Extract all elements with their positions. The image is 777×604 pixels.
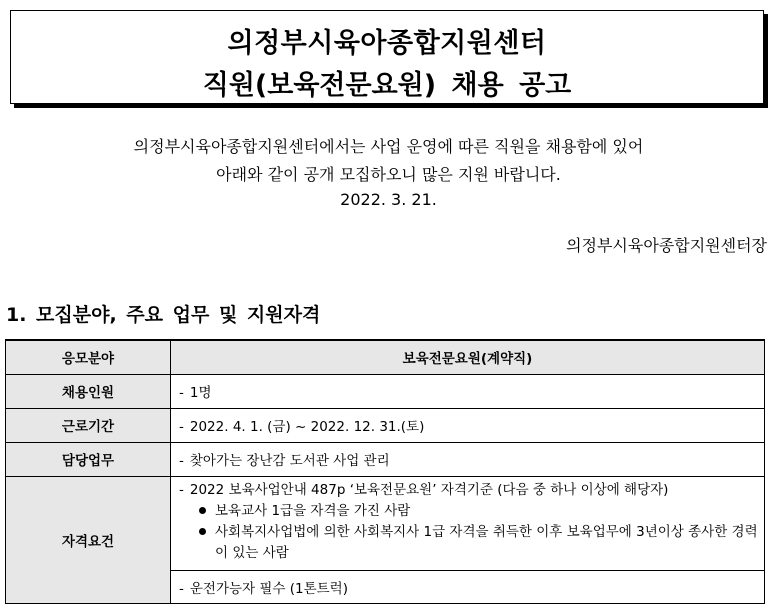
title-box bbox=[10, 10, 764, 104]
header-value: 보육전문요원(계약직) bbox=[171, 340, 765, 374]
requirements-intro-text: 2022 보육사업안내 487p ‘보육전문요원’ 자격기준 (다음 중 하나 이상에 해당자) bbox=[189, 481, 669, 498]
row-value bbox=[171, 442, 765, 476]
signer: 의정부시육아종합지원센터장 bbox=[566, 236, 767, 255]
dash-marker: - bbox=[179, 481, 184, 498]
page-subtitle: 직원(보육전문요원) 채용 공고 bbox=[202, 70, 572, 101]
table-row bbox=[6, 442, 765, 476]
row-value bbox=[171, 374, 765, 408]
table-row bbox=[6, 374, 765, 408]
row-label: 자격요건 bbox=[6, 476, 171, 603]
table-row-requirements bbox=[6, 476, 765, 603]
requirements-extra-text: 운전가능자 필수 (1톤트럭) bbox=[189, 580, 348, 597]
list-item bbox=[179, 501, 764, 522]
list-item bbox=[179, 522, 764, 564]
row-value bbox=[171, 408, 765, 442]
row-value-text: 1명 bbox=[189, 385, 212, 401]
intro-line-2: 아래와 같이 공개 모집하오니 많은 지원 바랍니다. bbox=[216, 165, 561, 184]
requirements-intro bbox=[179, 480, 764, 501]
page-title: 의정부시육아종합지원센터 bbox=[227, 28, 547, 59]
announcement-date: 2022. 3. 21. bbox=[340, 190, 437, 209]
dash-marker: - bbox=[179, 580, 184, 597]
row-label: 담당업무 bbox=[6, 442, 171, 476]
dash-marker: - bbox=[179, 453, 184, 469]
table-header-row bbox=[6, 340, 765, 374]
list-item-text: 보육교사 1급을 자격을 가진 사람 bbox=[215, 502, 411, 519]
requirements-cell bbox=[171, 476, 765, 603]
header-label: 응모분야 bbox=[6, 340, 171, 374]
recruitment-table bbox=[5, 339, 765, 604]
row-label: 근로기간 bbox=[6, 408, 171, 442]
bullet-icon bbox=[199, 507, 206, 514]
requirements-main bbox=[171, 477, 764, 570]
section-heading: 1. 모집분야, 주요 업무 및 지원자격 bbox=[6, 304, 321, 326]
row-value-text: 찾아가는 장난감 도서관 사업 관리 bbox=[189, 453, 390, 469]
row-value-text: 2022. 4. 1. (금) ~ 2022. 12. 31.(토) bbox=[189, 419, 425, 435]
requirements-extra bbox=[171, 570, 764, 603]
bullet-icon bbox=[199, 528, 206, 535]
intro-line-1: 의정부시육아종합지원센터에서는 사업 운영에 따른 직원을 채용함에 있어 bbox=[133, 137, 644, 156]
list-item-text: 사회복지사업법에 의한 사회복지사 1급 자격을 취득한 이후 보육업무에 3년이상 종사한 경력이 있는 사람 bbox=[215, 523, 758, 561]
dash-marker: - bbox=[179, 385, 184, 401]
row-label: 채용인원 bbox=[6, 374, 171, 408]
dash-marker: - bbox=[179, 419, 184, 435]
table-row bbox=[6, 408, 765, 442]
